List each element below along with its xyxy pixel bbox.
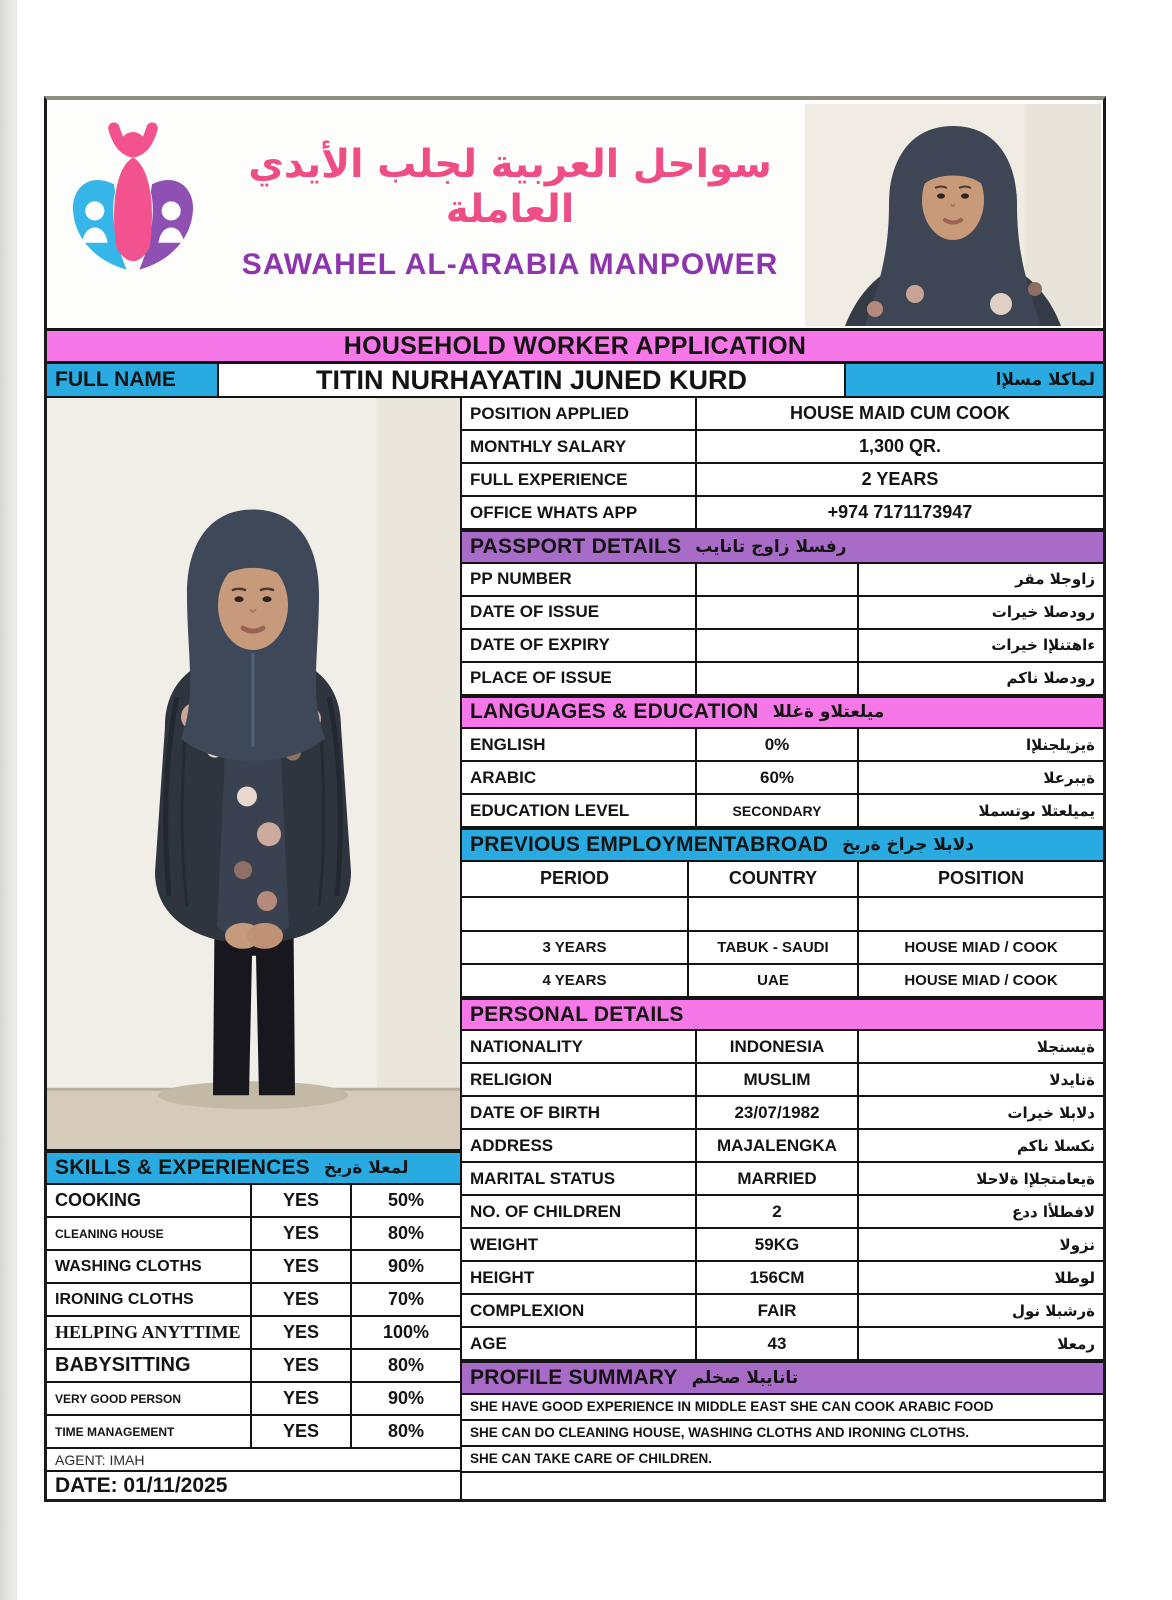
skill-row-helping-anyttime bbox=[47, 1317, 460, 1350]
skill-answer: YES bbox=[250, 1350, 350, 1381]
religion-row bbox=[462, 1064, 1103, 1097]
languages-section-band bbox=[462, 696, 1103, 730]
standing-photo-illustration bbox=[47, 398, 460, 1149]
field-value: MUSLIM bbox=[695, 1064, 857, 1095]
passport-section-title-arabic: رفسلا زاوج تانايب bbox=[695, 536, 847, 557]
field-label-arabic: لافطلأا ددع bbox=[857, 1196, 1103, 1227]
field-value bbox=[695, 564, 857, 595]
personal-section-band bbox=[462, 998, 1103, 1032]
column-header-position: POSITION bbox=[857, 862, 1103, 896]
nationality-row bbox=[462, 1031, 1103, 1064]
employment-position: HOUSE MIAD / COOK bbox=[857, 965, 1103, 996]
company-name-english: SAWAHEL AL-ARABIA MANPOWER bbox=[241, 248, 779, 281]
skill-row-time-management bbox=[47, 1416, 460, 1449]
company-logo bbox=[47, 100, 217, 328]
skills-section-title: SKILLS & EXPERIENCES bbox=[55, 1156, 310, 1179]
full-name-row bbox=[47, 364, 1103, 398]
field-label: HEIGHT bbox=[470, 1267, 535, 1287]
skill-percent: 80% bbox=[350, 1416, 460, 1447]
skill-answer: YES bbox=[250, 1218, 350, 1249]
employment-row-empty bbox=[462, 898, 1103, 932]
skill-answer: YES bbox=[250, 1284, 350, 1315]
field-value: HOUSE MAID CUM COOK bbox=[695, 398, 1103, 429]
field-label: DATE OF EXPIRY bbox=[470, 635, 610, 655]
scan-page-edge bbox=[0, 0, 17, 1600]
skill-label: COOKING bbox=[55, 1190, 142, 1210]
languages-section-title: LANGUAGES & EDUCATION bbox=[470, 700, 759, 724]
skill-label: HELPING ANYTTIME bbox=[55, 1322, 241, 1342]
skill-label: IRONING CLOTHS bbox=[55, 1290, 194, 1308]
employment-row-saudi bbox=[462, 932, 1103, 965]
skill-percent: 80% bbox=[350, 1218, 460, 1249]
field-label: OFFICE WHATS APP bbox=[470, 502, 638, 522]
employment-period: 4 YEARS bbox=[542, 971, 607, 989]
english-row bbox=[462, 729, 1103, 762]
field-value: FAIR bbox=[695, 1295, 857, 1326]
summary-section-title-arabic: تانايبلا صخلم bbox=[691, 1368, 799, 1389]
summary-line-empty bbox=[462, 1473, 1103, 1499]
employment-country: UAE bbox=[687, 965, 857, 996]
employment-country: TABUK - SAUDI bbox=[687, 932, 857, 963]
skill-label: CLEANING HOUSE bbox=[55, 1226, 164, 1241]
employment-section-title: PREVIOUS EMPLOYMENTABROAD bbox=[470, 832, 829, 856]
field-label-arabic: رودصلا خيرات bbox=[857, 597, 1103, 628]
skill-percent: 70% bbox=[350, 1284, 460, 1315]
field-value: 156CM bbox=[695, 1262, 857, 1293]
field-label-arabic: ةنايدلا bbox=[857, 1064, 1103, 1095]
summary-line: SHE CAN DO CLEANING HOUSE, WASHING CLOTHS AND IRONING CLOTHS. bbox=[462, 1421, 1103, 1447]
field-label: FULL EXPERIENCE bbox=[470, 469, 628, 489]
passport-section-band bbox=[462, 530, 1103, 564]
application-title-band bbox=[47, 328, 1103, 364]
skill-percent: 100% bbox=[350, 1317, 460, 1348]
field-value: +974 7171173947 bbox=[695, 497, 1103, 528]
column-header-country: COUNTRY bbox=[687, 862, 857, 896]
field-label-arabic: نكسلا ناكم bbox=[857, 1130, 1103, 1161]
column-header-period: PERIOD bbox=[539, 868, 609, 889]
field-label: DATE OF ISSUE bbox=[470, 602, 600, 622]
skill-answer: YES bbox=[250, 1416, 350, 1447]
applicant-standing-photo bbox=[47, 398, 460, 1151]
field-label-arabic: ةيبرعلا bbox=[857, 762, 1103, 793]
field-label-arabic: ةيسنجلا bbox=[857, 1031, 1103, 1062]
date-of-birth-row bbox=[462, 1097, 1103, 1130]
field-label-arabic: لوطلا bbox=[857, 1262, 1103, 1293]
skill-answer: YES bbox=[250, 1383, 350, 1414]
skills-section-band bbox=[47, 1151, 460, 1185]
agent-row: AGENT: IMAH bbox=[47, 1449, 460, 1472]
children-row bbox=[462, 1196, 1103, 1229]
field-label: AGE bbox=[470, 1333, 507, 1353]
field-value: SECONDARY bbox=[695, 795, 857, 826]
full-name-value: TITIN NURHAYATIN JUNED KURD bbox=[217, 364, 846, 396]
field-label-arabic: زاوجلا مقر bbox=[857, 564, 1103, 595]
field-label-arabic: ءاهتنلإا خيرات bbox=[857, 630, 1103, 661]
monthly-salary-row bbox=[462, 431, 1103, 464]
date-of-expiry-row bbox=[462, 630, 1103, 663]
field-value: 1,300 QR. bbox=[695, 431, 1103, 462]
languages-section-title-arabic: ميلعتلاو ةغللا bbox=[772, 702, 885, 723]
skill-row-cleaning-house bbox=[47, 1218, 460, 1251]
field-label-arabic: نزولا bbox=[857, 1229, 1103, 1260]
complexion-row bbox=[462, 1295, 1103, 1328]
field-value bbox=[695, 630, 857, 661]
field-label: PP NUMBER bbox=[470, 569, 572, 589]
employment-period bbox=[462, 898, 687, 930]
field-label: ARABIC bbox=[470, 767, 537, 787]
date-of-issue-row bbox=[462, 597, 1103, 630]
skill-answer: YES bbox=[250, 1185, 350, 1216]
field-label-arabic: يميلعتلا ىوتسملا bbox=[857, 795, 1103, 826]
field-label: RELIGION bbox=[470, 1069, 553, 1089]
education-level-row bbox=[462, 795, 1103, 828]
marital-status-row bbox=[462, 1163, 1103, 1196]
field-label: MARITAL STATUS bbox=[470, 1168, 616, 1188]
skill-row-cooking bbox=[47, 1185, 460, 1218]
field-label: MONTHLY SALARY bbox=[470, 436, 627, 456]
field-value: INDONESIA bbox=[695, 1031, 857, 1062]
field-label-arabic: ةيزيلجنلإا bbox=[857, 729, 1103, 760]
field-label-arabic: دلابلا خيرات bbox=[857, 1097, 1103, 1128]
skill-percent: 90% bbox=[350, 1383, 460, 1414]
field-label: DATE OF BIRTH bbox=[470, 1102, 601, 1122]
skill-label: WASHING CLOTHS bbox=[55, 1257, 202, 1275]
office-whatsapp-row bbox=[462, 497, 1103, 530]
employment-row-uae bbox=[462, 965, 1103, 998]
place-of-issue-row bbox=[462, 663, 1103, 696]
field-label: COMPLEXION bbox=[470, 1300, 585, 1320]
full-name-label: FULL NAME bbox=[47, 364, 217, 396]
field-label: PLACE OF ISSUE bbox=[470, 668, 612, 688]
field-value: 59KG bbox=[695, 1229, 857, 1260]
field-label: NATIONALITY bbox=[470, 1036, 584, 1056]
application-document bbox=[44, 96, 1106, 1502]
skill-label: TIME MANAGEMENT bbox=[55, 1424, 175, 1439]
full-name-label-arabic: لماكلا مسلإا bbox=[846, 364, 1103, 396]
address-row bbox=[462, 1130, 1103, 1163]
applicant-passport-photo bbox=[805, 104, 1101, 326]
field-value: 60% bbox=[695, 762, 857, 793]
field-label: WEIGHT bbox=[470, 1234, 538, 1254]
employment-position: HOUSE MIAD / COOK bbox=[857, 932, 1103, 963]
application-title: HOUSEHOLD WORKER APPLICATION bbox=[343, 331, 807, 360]
skill-answer: YES bbox=[250, 1251, 350, 1282]
field-value: 23/07/1982 bbox=[695, 1097, 857, 1128]
passport-section-title: PASSPORT DETAILS bbox=[470, 534, 682, 558]
field-label: NO. OF CHILDREN bbox=[470, 1201, 622, 1221]
summary-section-title: PROFILE SUMMARY bbox=[470, 1366, 678, 1390]
skill-row-washing-cloths bbox=[47, 1251, 460, 1284]
employment-country bbox=[687, 898, 857, 930]
company-name-arabic: سواحل العربية لجلب الأيدي العاملة bbox=[248, 142, 772, 232]
field-label: ADDRESS bbox=[470, 1135, 554, 1155]
company-header bbox=[47, 100, 1103, 328]
skill-label: BABYSITTING bbox=[55, 1354, 191, 1376]
document-body bbox=[47, 398, 1103, 1499]
skill-row-very-good-person bbox=[47, 1383, 460, 1416]
summary-line: SHE CAN TAKE CARE OF CHILDREN. bbox=[462, 1447, 1103, 1473]
skill-percent: 90% bbox=[350, 1251, 460, 1282]
age-row bbox=[462, 1328, 1103, 1361]
skill-row-ironing-cloths bbox=[47, 1284, 460, 1317]
skill-label: VERY GOOD PERSON bbox=[55, 1391, 182, 1406]
employment-section-band bbox=[462, 828, 1103, 862]
skill-answer: YES bbox=[250, 1317, 350, 1348]
date-row: DATE: 01/11/2025 bbox=[55, 1473, 228, 1497]
field-value: MARRIED bbox=[695, 1163, 857, 1194]
field-label-arabic: ةيعامتجلإا ةلاحلا bbox=[857, 1163, 1103, 1194]
right-column bbox=[460, 398, 1103, 1499]
employment-period: 3 YEARS bbox=[542, 938, 607, 956]
field-label-arabic: رودصلا ناكم bbox=[857, 663, 1103, 694]
tulip-people-logo-icon bbox=[63, 118, 203, 286]
field-label: EDUCATION LEVEL bbox=[470, 800, 630, 820]
summary-line: SHE HAVE GOOD EXPERIENCE IN MIDDLE EAST SHE CAN COOK ARABIC FOOD bbox=[462, 1395, 1103, 1421]
weight-row bbox=[462, 1229, 1103, 1262]
left-column bbox=[47, 398, 460, 1499]
field-label-arabic: رمعلا bbox=[857, 1328, 1103, 1359]
skill-percent: 50% bbox=[350, 1185, 460, 1216]
field-value bbox=[695, 663, 857, 694]
field-label: ENGLISH bbox=[470, 734, 546, 754]
skill-percent: 80% bbox=[350, 1350, 460, 1381]
personal-section-title: PERSONAL DETAILS bbox=[470, 1002, 684, 1026]
employment-section-title-arabic: دلابلا جراخ ةربخ bbox=[842, 834, 975, 855]
employment-header-row bbox=[462, 862, 1103, 898]
field-value: 43 bbox=[695, 1328, 857, 1359]
field-value bbox=[695, 597, 857, 628]
summary-section-band bbox=[462, 1361, 1103, 1395]
field-label-arabic: ةرشبلا نول bbox=[857, 1295, 1103, 1326]
position-applied-row bbox=[462, 398, 1103, 431]
skills-section-title-arabic: لمعلا ةربخ bbox=[323, 1158, 409, 1178]
field-value: 0% bbox=[695, 729, 857, 760]
arabic-row bbox=[462, 762, 1103, 795]
employment-position bbox=[857, 898, 1103, 930]
field-label: POSITION APPLIED bbox=[470, 403, 630, 423]
skill-row-babysitting bbox=[47, 1350, 460, 1383]
field-value: MAJALENGKA bbox=[695, 1130, 857, 1161]
full-experience-row bbox=[462, 464, 1103, 497]
passport-photo-illustration bbox=[805, 104, 1101, 326]
height-row bbox=[462, 1262, 1103, 1295]
pp-number-row bbox=[462, 564, 1103, 597]
field-value: 2 bbox=[695, 1196, 857, 1227]
field-value: 2 YEARS bbox=[695, 464, 1103, 495]
